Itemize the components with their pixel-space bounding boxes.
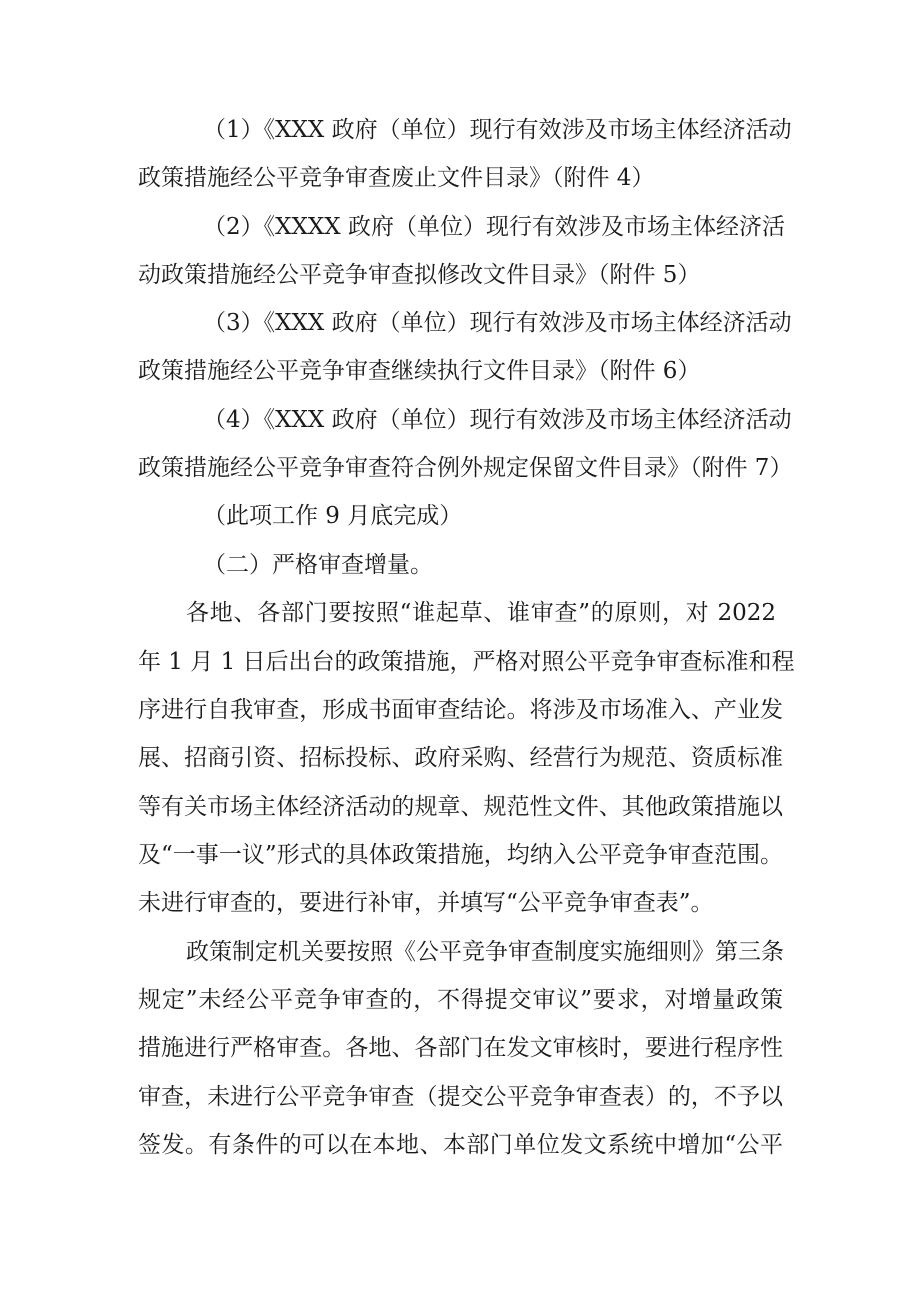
section-heading-text: （二）严格审查增量。 xyxy=(203,552,433,578)
list-item-1-line-1 xyxy=(0,106,920,154)
paragraph-text: 政策制定机关要按照《公平竞争审查制度实施细则》第三条 xyxy=(186,939,784,965)
paragraph-text: 展、招商引资、招标投标、政府采购、经营行为规范、资质标准 xyxy=(138,745,783,771)
paragraph-2-line-3 xyxy=(0,1024,920,1072)
list-item-text: 政策措施经公平竞争审查符合例外规定保留文件目录》（附件 7） xyxy=(138,455,793,481)
list-item-3-line-2 xyxy=(0,347,920,395)
paragraph-2-line-2 xyxy=(0,976,920,1024)
paragraph-text: 签发。有条件的可以在本地、本部门单位发文系统中增加“公平 xyxy=(138,1132,783,1158)
list-item-text: （3）《XXX 政府（单位）现行有效涉及市场主体经济活动 xyxy=(203,310,792,336)
paragraph-1-line-1 xyxy=(0,589,920,637)
paragraph-1-line-6 xyxy=(0,831,920,879)
paragraph-text: 等有关市场主体经济活动的规章、规范性文件、其他政策措施以 xyxy=(138,794,783,820)
paragraph-text: 措施进行严格审查。各地、各部门在发文审核时，要进行程序性 xyxy=(138,1035,783,1061)
list-item-text: 动政策措施经公平竞争审查拟修改文件目录》（附件 5） xyxy=(138,262,701,288)
paragraph-text: 及“一事一议”形式的具体政策措施，均纳入公平竞争审查范围。 xyxy=(138,842,783,868)
list-item-text: （4）《XXX 政府（单位）现行有效涉及市场主体经济活动 xyxy=(203,407,792,433)
paragraph-text: 规定”未经公平竞争审查的，不得提交审议”要求，对增量政策 xyxy=(138,987,783,1013)
deadline-note xyxy=(0,492,920,540)
paragraph-text: 序进行自我审查，形成书面审查结论。将涉及市场准入、产业发 xyxy=(138,697,783,723)
list-item-text: （2）《XXXX 政府（单位）现行有效涉及市场主体经济活 xyxy=(203,214,785,240)
deadline-note-text: （此项工作 9 月底完成） xyxy=(203,503,463,529)
list-item-text: 政策措施经公平竞争审查继续执行文件目录》（附件 6） xyxy=(138,358,701,384)
paragraph-2-line-5 xyxy=(0,1121,920,1169)
list-item-text: （1）《XXX 政府（单位）现行有效涉及市场主体经济活动 xyxy=(203,117,792,143)
list-item-4-line-1 xyxy=(0,396,920,444)
list-item-2-line-1 xyxy=(0,203,920,251)
paragraph-1-line-5 xyxy=(0,783,920,831)
paragraph-1-line-3 xyxy=(0,686,920,734)
list-item-1-line-2 xyxy=(0,154,920,202)
paragraph-text: 年 1 月 1 日后出台的政策措施，严格对照公平竞争审查标准和程 xyxy=(138,649,795,675)
paragraph-1-line-2 xyxy=(0,638,920,686)
paragraph-2-line-4 xyxy=(0,1073,920,1121)
list-item-2-line-2 xyxy=(0,251,920,299)
paragraph-text: 未进行审查的，要进行补审，并填写“公平竞争审查表”。 xyxy=(138,890,714,916)
list-item-3-line-1 xyxy=(0,299,920,347)
paragraph-2-line-1 xyxy=(0,928,920,976)
list-item-4-line-2 xyxy=(0,444,920,492)
paragraph-text: 各地、各部门要按照“谁起草、谁审查”的原则，对 2022 xyxy=(186,600,776,626)
paragraph-1-line-4 xyxy=(0,734,920,782)
paragraph-text: 审查，未进行公平竞争审查（提交公平竞争审查表）的，不予以 xyxy=(138,1084,783,1110)
list-item-text: 政策措施经公平竞争审查废止文件目录》（附件 4） xyxy=(138,165,655,191)
paragraph-1-line-7 xyxy=(0,879,920,927)
section-heading xyxy=(0,541,920,589)
